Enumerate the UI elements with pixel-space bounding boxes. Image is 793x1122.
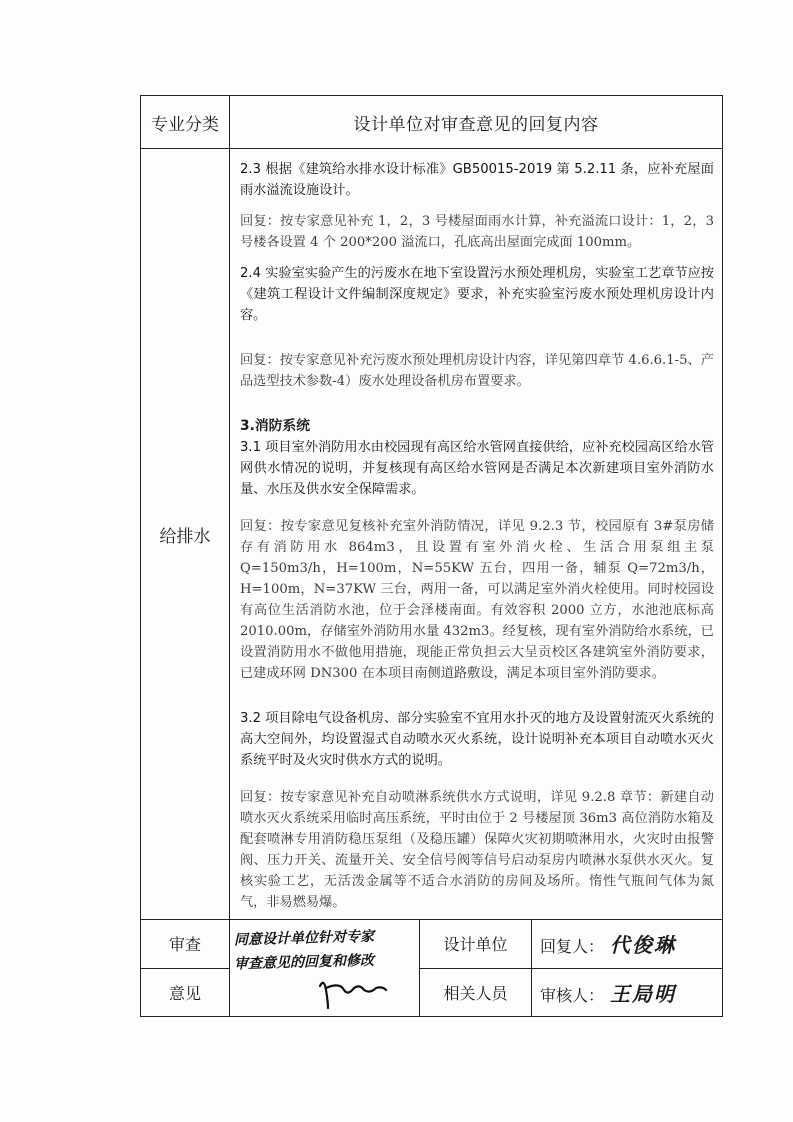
section-heading-fire-protection: 3.消防系统 xyxy=(240,418,311,434)
replier-signature: 代俊琳 xyxy=(610,933,677,958)
design-unit-label: 设计单位 xyxy=(420,920,532,969)
opinion-handwriting-line-1: 同意设计单位针对专家 xyxy=(233,928,375,949)
reply-3-2: 回复：按专家意见补充自动喷淋系统供水方式说明，详见 9.2.8 章节：新建自动喷水灭火系统采用临时高压系统，平时由位于 2 号楼屋顶 36m3 高位消防水箱及配套喷淋专用消防稳压泵组（及稳压罐）保障火灾初期喷淋用水，火灾时由报警阀、压力开关、流量开关、安全信号阀等信号启动泵房内喷淋水泵供水灭火。复核实验工艺，无活泼金属等不适合水消防的房间及场所。惰性气瓶间气体为氮气，非易燃易爆。 xyxy=(240,790,714,910)
opinion-handwriting-line-2: 审查意见的回复和修改 xyxy=(233,952,375,973)
reply-2-4: 回复：按专家意见补充污废水预处理机房设计内容，详见第四章节 4.6.6.1-5、产品选型技术参数-4）废水处理设备机房布置要求。 xyxy=(240,353,714,389)
content-row xyxy=(141,149,723,920)
review-opinion-cell xyxy=(230,920,420,1017)
review-opinion-label-1: 审查 xyxy=(141,920,230,969)
reply-content-cell xyxy=(230,149,723,920)
reply-3-1: 回复：按专家意见复核补充室外消防情况，详见 9.2.3 节，校园原有 3#泵房储存有消防用水 864m3，且设置有室外消火栓、生活合用泵组主泵 Q=150m3/h，H=100m，N=55KW 五台，四用一备，辅泵 Q=72m3/h，H=100m，N=37KW 三台，两用一备，可以满足室外消火栓使用。同时校园设有高位生活消防水池，位于会泽楼南面。有效容积 2000 立方，水池池底标高 2010.00m，存储室外消防用水量 432m3。经复核，现有室外消防给水系统，已设置消防用水不做他用措施，现能正常负担云大呈贡校区各建筑室外消防要求，已建成环网 DN300 在本项目南侧道路敷设，满足本项目室外消防要求。 xyxy=(240,519,714,681)
reply-2-3: 回复：按专家意见补充 1，2，3 号楼屋面雨水计算，补充溢流口设计：1，2，3 号楼各设置 4 个 200*200 溢流口，孔底高出屋面完成面 100mm。 xyxy=(240,214,714,250)
reviewer-label: 审核人： xyxy=(540,985,605,1005)
category-water-supply-drainage: 给排水 xyxy=(141,149,230,920)
review-opinion-label-2: 意见 xyxy=(141,968,230,1017)
reviewer-field xyxy=(532,968,723,1017)
item-2-4: 2.4 实验室实验产生的污废水在地下室设置污水预处理机房，实验室工艺章节应按《建筑工程设计文件编制深度规定》要求，补充实验室污废水预处理机房设计内容。 xyxy=(240,266,714,323)
replier-label: 回复人： xyxy=(540,937,605,957)
review-reply-table xyxy=(140,95,723,1017)
header-content-title: 设计单位对审查意见的回复内容 xyxy=(230,96,723,149)
header-category: 专业分类 xyxy=(141,96,230,149)
item-3-1: 3.1 项目室外消防用水由校园现有高区给水管网直接供给，应补充校园高区给水管网供水情况的说明，并复核现有高区给水管网是否满足本次新建项目室外消防水量、水压及供水安全保障需求。 xyxy=(240,440,714,497)
table-header-row xyxy=(141,96,723,149)
footer-row-2 xyxy=(141,968,723,1017)
replier-field xyxy=(532,920,723,969)
reviewer-signature-scribble xyxy=(314,976,394,1010)
item-2-3: 2.3 根据《建筑给水排水设计标准》GB50015-2019 第 5.2.11 条，应补充屋面雨水溢流设施设计。 xyxy=(240,162,714,198)
related-people-label: 相关人员 xyxy=(420,968,532,1017)
item-3-2: 3.2 项目除电气设备机房、部分实验室不宜用水扑灭的地方及设置射流灭火系统的高大空间外，均设置湿式自动喷水灭火系统，设计说明补充本项目自动喷水灭火系统平时及火灾时供水方式的说明。 xyxy=(240,711,714,768)
footer-row-1 xyxy=(141,920,723,969)
reviewer-signature: 王局明 xyxy=(610,981,677,1006)
